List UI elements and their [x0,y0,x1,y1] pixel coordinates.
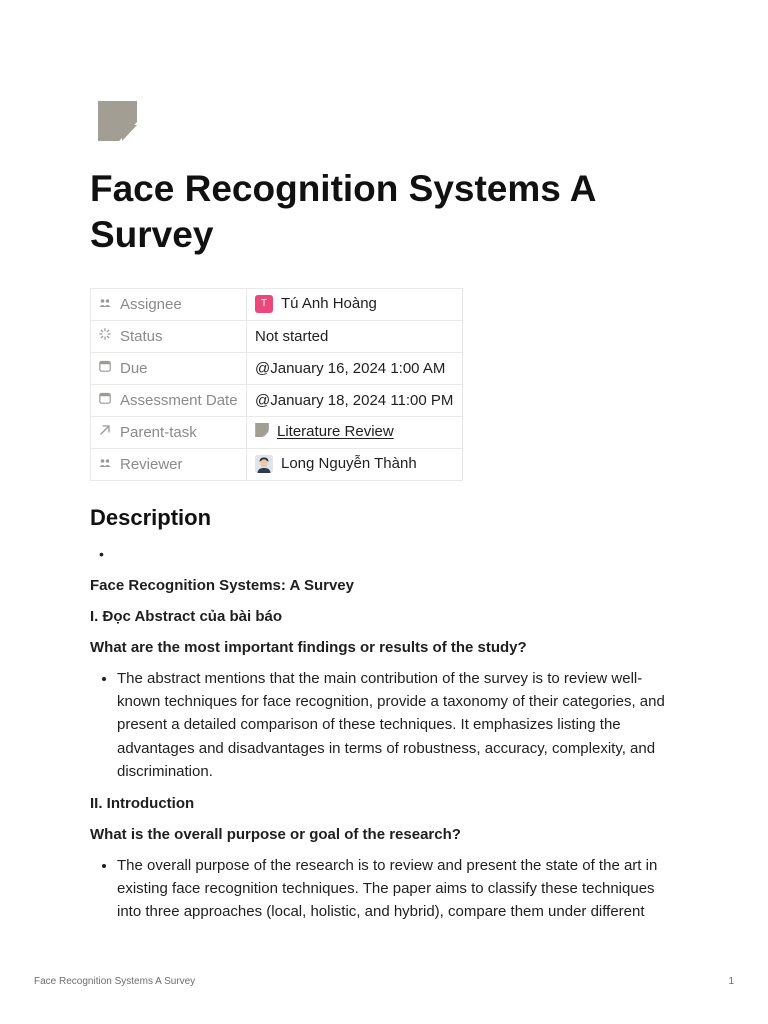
property-label: Status [120,327,163,345]
assignee-name: Tú Anh Hoàng [281,295,377,313]
answer-list [90,667,680,783]
question: What are the most important findings or results of the study? [90,639,527,656]
property-label-cell [91,385,247,417]
people-icon [99,455,111,472]
property-row-status[interactable] [91,321,463,353]
list-item: • The overall purpose of the research is to review and present the state of the art in existing face recognition techniques. The paper aims to classify these techniques into three approaches (local, holistic, and hybrid), compare them under different [117,854,680,924]
parent-task-link[interactable]: Literature Review [277,423,394,441]
property-label: Reviewer [120,455,183,473]
property-label-cell [91,449,247,481]
answer-list [90,854,680,924]
property-row-due[interactable] [91,353,463,385]
property-label-cell [91,417,247,449]
description-content [90,574,680,933]
section-heading: I. Đọc Abstract của bài báo [90,608,282,625]
avatar [255,455,273,473]
property-row-assignee[interactable] [91,289,463,321]
page-number: 1 [728,976,734,987]
doc-title: Face Recognition Systems: A Survey [90,577,354,594]
calendar-icon [99,359,111,376]
note-page-icon [255,423,269,441]
list-item: • The abstract mentions that the main contribution of the survey is to review well-known techniques for face recognition, provide a taxonomy of their categories, and present a detailed comparison of these techniques. It emphasizes listing the advantages and disadvantages in terms of robustness, accuracy, complexity, and discrimination. [117,667,680,783]
property-value-cell[interactable] [247,449,463,481]
property-value-cell[interactable] [247,417,463,449]
arrow-up-right-icon [99,423,111,440]
property-label-cell [91,321,247,353]
footer-title: Face Recognition Systems A Survey [34,976,196,987]
property-label: Assessment Date [120,391,238,409]
properties-table [90,288,463,481]
due-date-value: @January 16, 2024 1:00 AM [255,360,446,377]
description-heading: Description [90,505,212,530]
assessment-date-value: @January 18, 2024 11:00 PM [255,392,454,409]
property-value-cell[interactable] [247,385,463,417]
section-heading: II. Introduction [90,795,195,813]
status-value: Not started [255,328,329,345]
people-icon [99,295,111,312]
property-row-assessment-date[interactable] [91,385,463,417]
property-label: Parent-task [120,423,197,441]
status-spinner-icon [99,327,111,344]
property-label-cell [91,289,247,321]
property-label-cell [91,353,247,385]
question: What is the overall purpose or goal of the research? [90,826,461,844]
property-label: Assignee [120,295,182,313]
property-row-parent-task[interactable] [91,417,463,449]
property-value-cell[interactable] [247,289,463,321]
property-value-cell[interactable] [247,321,463,353]
empty-bullet: • [99,546,104,562]
reviewer-name: Long Nguyễn Thành [281,455,417,473]
property-label: Due [120,359,148,377]
calendar-icon [99,391,111,408]
page-title: Face Recognition Systems A Survey [90,168,596,255]
note-page-icon [98,101,137,141]
property-value-cell[interactable] [247,353,463,385]
avatar: T [255,295,273,313]
property-row-reviewer[interactable] [91,449,463,481]
